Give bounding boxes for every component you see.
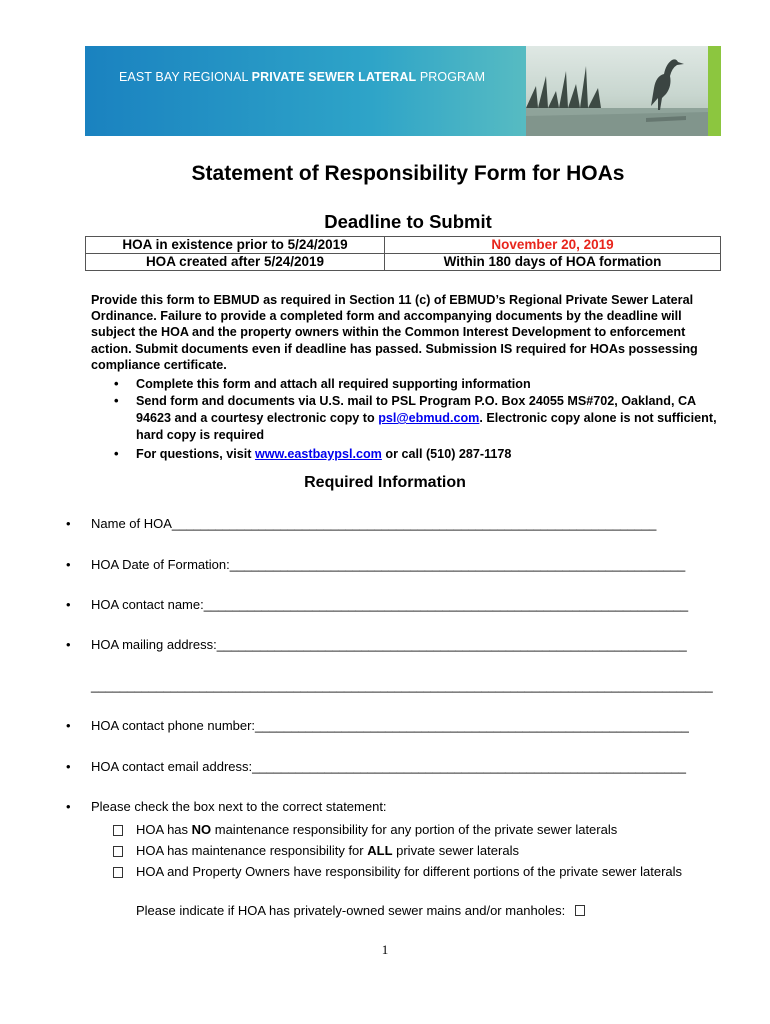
intro-paragraph: Provide this form to EBMUD as required in Section 11 (c) of EBMUD’s Regional Private Sewer Lateral Ordinance. Failure to provide a completed form and accompanying documents by the deadline will subject the HOA and the property owners within the Common Interest Development to enforcement action. Submit documents even if deadline has passed. Submission IS required for HOAs possessing compliance certificate. [91,293,698,372]
required-info-heading: Required Information [304,474,466,491]
checkbox[interactable] [113,825,123,836]
instruction-text: For questions, visit www.eastbaypsl.com or call (510) 287-1178 [136,447,512,461]
bullet-icon: • [66,759,71,774]
bullet-icon: • [66,597,71,612]
bullet-icon: • [114,446,119,461]
banner-title: EAST BAY REGIONAL PRIVATE SEWER LATERAL PROGRAM [119,70,486,84]
deadline-date: Within 180 days of HOA formation [385,254,721,271]
bullet-icon: • [114,393,119,408]
checkbox[interactable] [575,905,585,916]
page-title: Statement of Responsibility Form for HOAs [191,162,625,185]
banner-accent-bar [708,46,721,136]
checkbox[interactable] [113,846,123,857]
heron-photo [526,46,708,136]
bullet-icon: • [66,799,71,814]
checkbox[interactable] [113,867,123,878]
table-row [86,237,721,254]
deadline-condition: HOA created after 5/24/2019 [86,254,385,271]
deadline-date: November 20, 2019 [385,237,721,254]
deadline-heading: Deadline to Submit [324,211,492,232]
deadline-table [85,236,721,271]
deadline-condition: HOA in existence prior to 5/24/2019 [86,237,385,254]
sewer-mains-question: Please indicate if HOA has privately-owned sewer mains and/or manholes: [136,903,585,918]
instruction-text: Send form and documents via U.S. mail to PSL Program P.O. Box 24055 MS#702, Oakland, CA 94623 and a courtesy electronic copy to psl@ebmud.com. Electronic copy alone is not sufficient, hard copy is required [136,394,717,442]
instruction-text: Complete this form and attach all required supporting information [136,377,531,391]
website-link[interactable]: www.eastbaypsl.com [254,447,382,461]
bullet-icon: • [66,516,71,531]
bullet-icon: • [114,376,119,391]
page-number: 1 [381,942,389,957]
bullet-icon: • [66,718,71,733]
email-link[interactable]: psl@ebmud.com [378,411,480,425]
mailing-address-line-2[interactable]: ______________________________________________________________________________________ [91,678,713,693]
bullet-icon: • [66,637,71,652]
table-row [86,254,721,271]
program-banner [85,46,721,136]
bullet-icon: • [66,557,71,572]
